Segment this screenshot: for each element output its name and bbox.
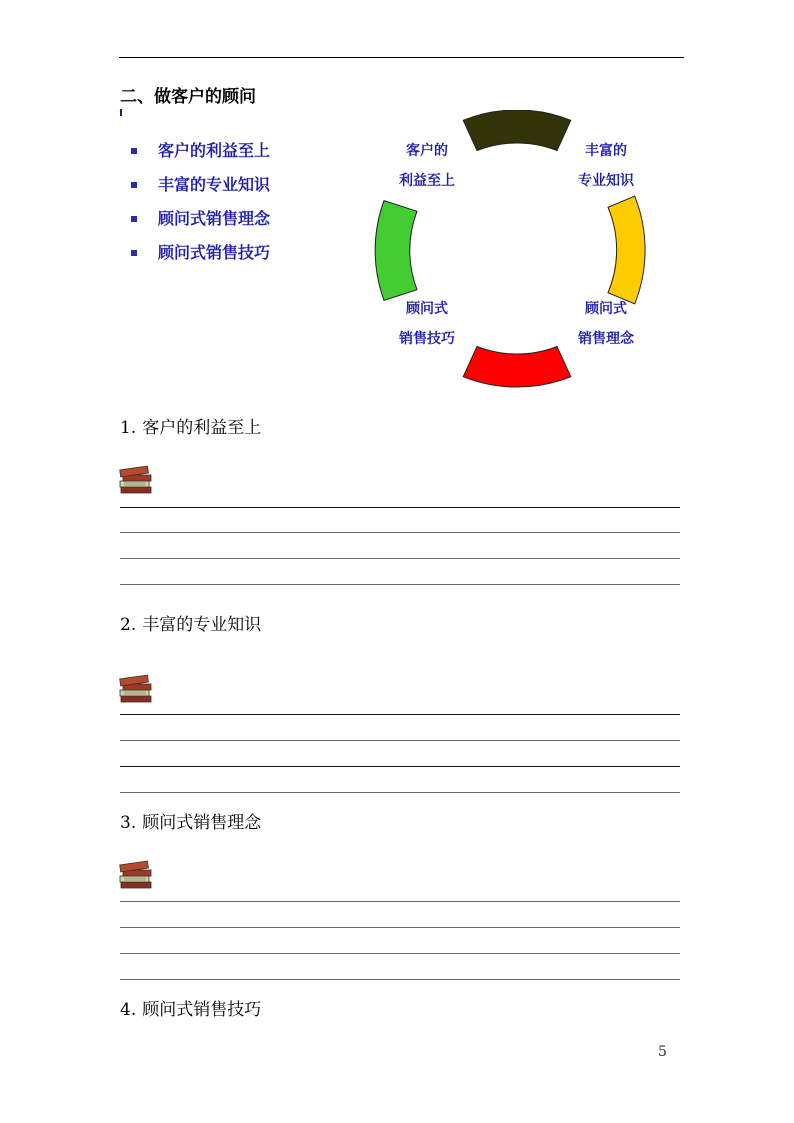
bullet-item <box>131 209 270 243</box>
writing-line <box>120 507 680 508</box>
bullet-item <box>131 243 270 277</box>
header-rule <box>119 57 684 58</box>
bullet-item <box>131 175 270 209</box>
label-line: 顾问式 <box>406 301 448 317</box>
diagram-label-bottom-right <box>551 294 661 354</box>
section-number: 2. <box>120 615 137 635</box>
writing-line <box>120 740 680 741</box>
bullet-text: 丰富的专业知识 <box>158 175 271 194</box>
bullet-square-icon <box>131 216 137 222</box>
label-line: 顾问式 <box>585 301 627 317</box>
writing-line <box>120 532 680 533</box>
section-text: 丰富的专业知识 <box>142 615 262 635</box>
books-icon <box>118 672 156 704</box>
section-number: 3. <box>120 813 137 833</box>
books-icon <box>118 858 156 890</box>
writing-line <box>120 584 680 585</box>
bullet-text: 顾问式销售技巧 <box>158 243 271 262</box>
label-line: 丰富的 <box>585 143 627 159</box>
section-number: 4. <box>120 1000 137 1020</box>
section-title <box>120 995 261 1020</box>
label-line: 客户的 <box>406 143 448 159</box>
books-icon <box>118 463 156 495</box>
writing-line <box>120 979 680 980</box>
writing-line <box>120 558 680 559</box>
label-line: 销售技巧 <box>399 331 455 347</box>
label-line: 利益至上 <box>399 173 455 189</box>
section-text: 顾问式销售理念 <box>142 813 262 833</box>
section-number: 1. <box>120 418 137 438</box>
writing-line <box>120 953 680 954</box>
diagram-label-top-right <box>551 136 661 196</box>
bullet-square-icon <box>131 148 137 154</box>
writing-line <box>120 714 680 715</box>
label-line: 专业知识 <box>578 173 634 189</box>
writing-line <box>120 766 680 767</box>
section-title <box>120 808 261 833</box>
writing-line <box>120 927 680 928</box>
page-number: 5 <box>658 1044 667 1060</box>
bullet-text: 客户的利益至上 <box>158 141 271 160</box>
page-title: 二、做客户的顾问 <box>120 87 256 107</box>
writing-line <box>120 792 680 793</box>
section-title <box>120 413 261 438</box>
diagram-label-top-left <box>372 136 482 196</box>
label-line: 销售理念 <box>578 331 634 347</box>
cursor-mark <box>120 109 122 116</box>
bullet-square-icon <box>131 250 137 256</box>
diagram-label-bottom-left <box>372 294 482 354</box>
section-text: 客户的利益至上 <box>142 418 262 438</box>
bullet-square-icon <box>131 182 137 188</box>
bullet-list <box>131 141 270 277</box>
consultant-ring-diagram <box>360 110 680 390</box>
ring-segment-left <box>375 201 417 301</box>
bullet-text: 顾问式销售理念 <box>158 209 271 228</box>
section-title <box>120 610 261 635</box>
ring-segment-right <box>608 196 645 304</box>
bullet-item <box>131 141 270 175</box>
writing-line <box>120 901 680 902</box>
section-text: 顾问式销售技巧 <box>142 1000 262 1020</box>
